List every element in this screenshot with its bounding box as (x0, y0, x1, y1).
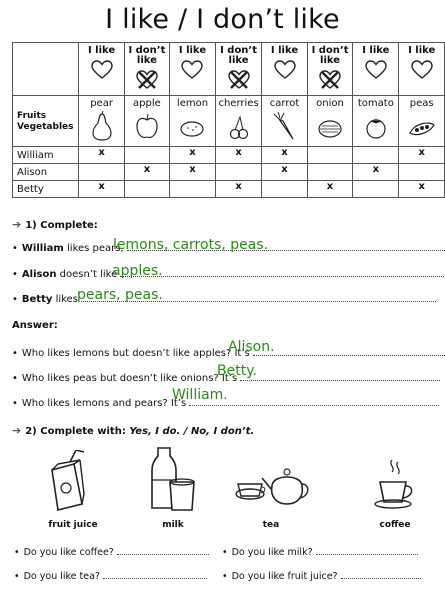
apple-icon (134, 111, 160, 141)
mark-cell: x (399, 181, 445, 198)
handwritten-answer: pears, peas. (77, 287, 163, 303)
heart-icon (274, 60, 296, 80)
answer-blank[interactable] (103, 569, 207, 579)
item-label: fruit juice (48, 520, 98, 530)
header-label: I don’t like (311, 45, 349, 66)
mark-cell (124, 181, 170, 198)
handwritten-answer: apples. (112, 263, 163, 279)
header-cell (215, 43, 261, 96)
crossed-heart-icon (136, 70, 158, 90)
tea-icon (232, 462, 312, 512)
worksheet-title: I like / I don’t like (105, 4, 340, 35)
line-text: doesn’t like (56, 269, 118, 280)
bullet-icon: • (222, 547, 228, 558)
mark-cell: x (307, 181, 353, 198)
food-label: tomato (357, 98, 394, 109)
mark-cell: x (215, 181, 261, 198)
mark-cell: x (215, 147, 261, 164)
header-cell (79, 43, 124, 96)
table-row (13, 181, 445, 198)
header-cell (353, 43, 399, 96)
peas-icon (407, 111, 437, 141)
food-label: cherries (218, 98, 259, 109)
answer-blank[interactable] (341, 569, 421, 579)
section-2-heading: ➔ 2) Complete with: Yes, I do. / No, I don’t. (12, 424, 255, 437)
mark-cell: x (79, 181, 124, 198)
item-label: milk (162, 520, 184, 530)
crossed-heart-icon (228, 70, 250, 90)
food-label: lemon (176, 98, 209, 109)
bullet-icon: • (12, 373, 18, 384)
question-line: • Who likes lemons but doesn’t like apples? It’s (12, 346, 445, 359)
mark-cell (79, 164, 124, 181)
item-label: coffee (379, 520, 411, 530)
person-name: Alison (13, 164, 79, 181)
bullet-icon: • (12, 398, 18, 409)
question-line: • Who likes peas but doesn’t like onions? It’s (12, 371, 440, 384)
header-label: I like (87, 45, 116, 56)
mark-cell (307, 164, 353, 181)
answer-blank[interactable] (316, 545, 418, 555)
question-line: • Do you like milk? (222, 545, 418, 558)
heart-icon (411, 60, 433, 80)
answer-heading: Answer: (12, 320, 58, 331)
mark-cell (170, 181, 216, 198)
person-name: Alison (21, 269, 57, 280)
bullet-icon: • (14, 547, 20, 558)
question-line: • Do you like fruit juice? (222, 569, 421, 582)
food-cell-pear (79, 96, 124, 147)
mark-cell: x (262, 164, 307, 181)
header-label: I don’t like (128, 45, 166, 66)
preference-table (12, 42, 445, 198)
header-label: I like (270, 45, 299, 56)
food-cell-cherries (215, 96, 261, 147)
question-line: • Do you like tea? (14, 569, 207, 582)
corner-cell (13, 43, 79, 96)
header-label: I like (408, 45, 436, 56)
mark-cell (353, 181, 399, 198)
answer-blank[interactable] (120, 267, 445, 277)
mark-cell (399, 164, 445, 181)
food-label: onion (316, 98, 344, 109)
mark-cell (262, 181, 307, 198)
arrow-icon: ➔ (12, 424, 22, 437)
bullet-icon: • (12, 348, 18, 359)
line-text: likes (52, 294, 78, 305)
line-text: likes pears, (63, 243, 124, 254)
lemon-icon (178, 111, 206, 141)
food-label: peas (409, 98, 434, 109)
answer-blank[interactable] (253, 346, 445, 356)
header-label: I like (362, 45, 390, 56)
question-line: • Do you like coffee? (14, 545, 209, 558)
bullet-icon: • (14, 571, 20, 582)
food-cell-peas (399, 96, 445, 147)
bullet-icon: • (12, 269, 18, 280)
table-header-row (13, 43, 445, 96)
person-name: William (13, 147, 79, 164)
mark-cell (124, 147, 170, 164)
coffee-icon (370, 458, 420, 512)
mark-cell: x (399, 147, 445, 164)
person-name: Betty (13, 181, 79, 198)
mark-cell: x (170, 164, 216, 181)
crossed-heart-icon (319, 70, 341, 90)
complete-line (12, 267, 445, 280)
section-1-heading: ➔ 1) Complete: (12, 218, 98, 231)
handwritten-answer: Betty. (217, 363, 257, 379)
food-label: carrot (269, 98, 300, 109)
handwritten-answer: lemons, carrots, peas. (113, 237, 269, 253)
handwritten-answer: William. (172, 387, 228, 403)
mark-cell (215, 164, 261, 181)
question-line: • Who likes lemons and pears? It’s (12, 396, 439, 409)
header-cell (262, 43, 307, 96)
bullet-icon: • (12, 243, 18, 254)
answer-blank[interactable] (240, 371, 440, 381)
food-cell-lemon (170, 96, 216, 147)
mark-cell: x (124, 164, 170, 181)
mark-cell (307, 147, 353, 164)
mark-cell: x (262, 147, 307, 164)
answer-blank[interactable] (117, 545, 209, 555)
heart-icon (91, 60, 113, 80)
bullet-icon: • (12, 294, 18, 305)
header-label: I like (178, 45, 207, 56)
food-cell-apple (124, 96, 170, 147)
table-row (13, 147, 445, 164)
header-cell (124, 43, 170, 96)
tomato-icon (363, 111, 389, 141)
mark-cell (353, 147, 399, 164)
mark-cell: x (353, 164, 399, 181)
bullet-icon: • (222, 571, 228, 582)
mark-cell: x (170, 147, 216, 164)
onion-icon (315, 111, 345, 141)
header-cell (170, 43, 216, 96)
food-cell-tomato (353, 96, 399, 147)
handwritten-answer: Alison. (228, 339, 275, 355)
header-label: I don’t like (220, 45, 258, 66)
mark-cell: x (79, 147, 124, 164)
header-cell (307, 43, 353, 96)
arrow-icon: ➔ (12, 218, 22, 231)
cherries-icon (226, 111, 252, 141)
section-2-instruction: Yes, I do. / No, I don’t. (129, 426, 255, 437)
person-name: Betty (21, 294, 53, 305)
carrot-icon (271, 111, 299, 141)
food-cell-onion (307, 96, 353, 147)
table-row (13, 164, 445, 181)
complete-line (12, 292, 436, 305)
food-row (13, 96, 445, 147)
heart-icon (181, 60, 203, 80)
food-cell-carrot (262, 96, 307, 147)
milk-icon (150, 446, 196, 512)
fruits-vegetables-label: Fruits Vegetables (13, 96, 79, 147)
food-label: apple (133, 98, 161, 109)
item-label: tea (262, 520, 280, 530)
header-cell (399, 43, 445, 96)
person-name: William (21, 243, 64, 254)
pear-icon (89, 111, 115, 141)
heart-icon (365, 60, 387, 80)
fruit-juice-icon (44, 450, 100, 512)
food-label: pear (90, 98, 113, 109)
